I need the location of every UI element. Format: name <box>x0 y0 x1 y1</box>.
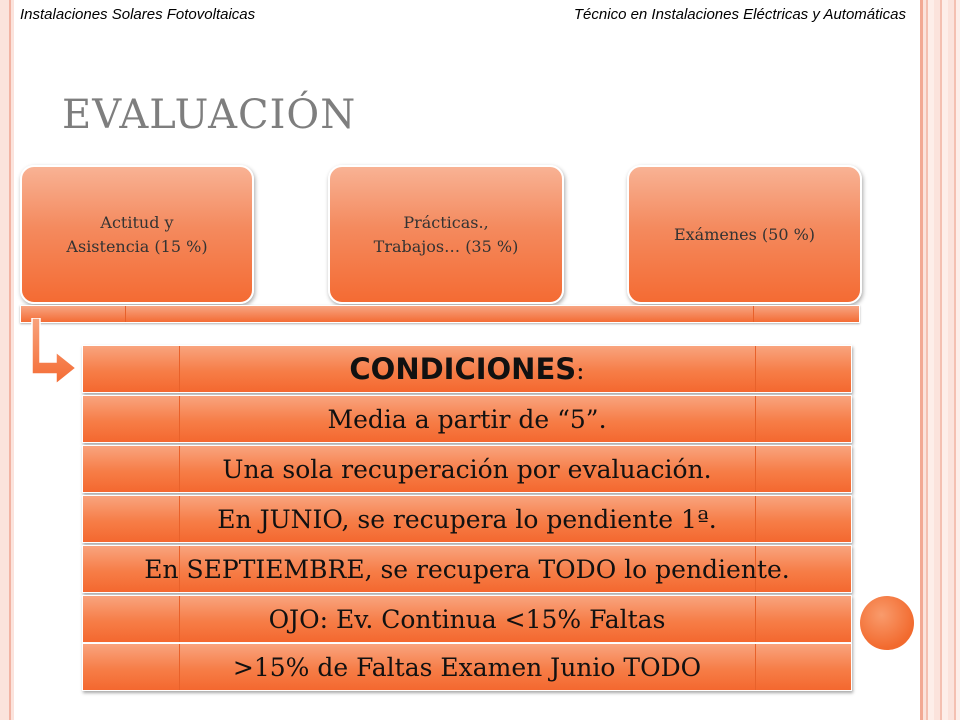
left-decorative-border <box>0 0 14 720</box>
condition-text: En JUNIO, se recupera lo pendiente 1ª. <box>217 504 717 534</box>
box-examenes-line1: Exámenes (50 %) <box>673 224 816 244</box>
condition-text: OJO: Ev. Continua <15% Faltas <box>268 604 666 634</box>
conditions-heading-row <box>82 345 852 393</box>
box-actitud-asistencia <box>20 165 254 304</box>
bent-arrow-icon <box>18 318 80 388</box>
condition-text: >15% de Faltas Examen Junio TODO <box>232 652 702 682</box>
orange-circle-decoration <box>860 596 914 650</box>
connector-bar <box>20 305 860 323</box>
condition-row-media <box>82 395 852 443</box>
slide-header <box>20 6 906 28</box>
condition-text: Una sola recuperación por evaluación. <box>222 454 712 484</box>
conditions-heading: CONDICIONES <box>349 352 577 386</box>
condition-text: Media a partir de “5”. <box>327 404 607 434</box>
condition-row-septiembre <box>82 545 852 593</box>
header-program-title: Técnico en Instalaciones Eléctricas y Automáticas <box>573 6 906 23</box>
condition-text: En SEPTIEMBRE, se recupera TODO lo pendiente. <box>144 554 790 584</box>
condition-row-faltas <box>82 643 852 691</box>
condition-row-junio <box>82 495 852 543</box>
box-practicas-line2: Trabajos… (35 %) <box>373 236 519 256</box>
right-decorative-border <box>920 0 960 720</box>
box-practicas-line1: Prácticas., <box>403 213 489 233</box>
conditions-heading-colon: : <box>576 356 585 385</box>
box-actitud-line2: Asistencia (15 %) <box>66 236 208 256</box>
header-course-title: Instalaciones Solares Fotovoltaicas <box>20 6 256 23</box>
box-examenes <box>627 165 862 304</box>
condition-row-ojo <box>82 595 852 643</box>
box-practicas-trabajos <box>328 165 564 304</box>
box-actitud-line1: Actitud y <box>100 213 174 233</box>
condition-row-recuperacion <box>82 445 852 493</box>
slide-title: EVALUACIÓN <box>62 92 357 138</box>
